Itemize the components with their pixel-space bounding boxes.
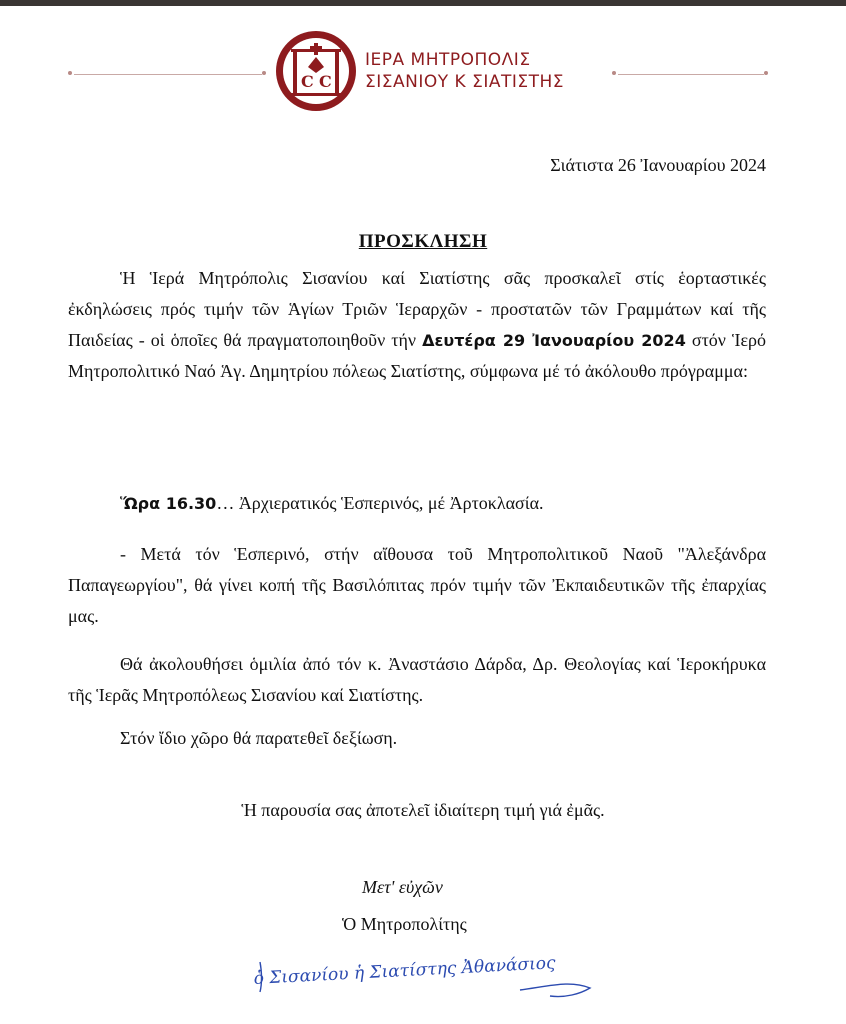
wishes-line: Μετ' εὐχῶν: [362, 877, 443, 897]
program-description: … Ἀρχιερατικός Ἑσπερινός, μέ Ἀρτοκλασία.: [216, 493, 544, 513]
signatory-title: Ὁ Μητροπολίτης: [342, 914, 467, 934]
top-border: [0, 0, 846, 6]
letterhead: [0, 24, 846, 124]
event-date: Δευτέρα 29 Ἰανουαρίου 2024: [422, 331, 686, 350]
svg-text:C: C: [301, 72, 314, 91]
organization-name-line2: ΣΙΣΑΝΙΟΥ Κ ΣΙΑΤΙΣΤΗΣ: [365, 72, 565, 92]
vasilopita-paragraph: - Μετά τόν Ἑσπερινό, στήν αἴθουσα τοῦ Μητροπολιτικοῦ Ναοῦ "Ἀλεξάνδρα Παπαγεωργίου", θά γίνει κοπή τῆς Βασιλόπιτας πρόν τιμήν τῶν Ἐκπαιδευτικῶν τῆς ἐπαρχίας μας.: [68, 544, 766, 626]
metropolis-emblem: [274, 29, 358, 113]
closing-line: Ἡ παρουσία σας ἀποτελεῖ ἰδιαίτερη τιμή γιά ἐμᾶς.: [241, 800, 605, 820]
intro-text-end: στόν Ἱερό Μητροπολιτικό Ναό Ἁγ. Δημητρίου πόλεως Σιατίστης, σύμφωνα μέ τό ἀκόλουθο πρόγραμμα:: [68, 330, 766, 381]
left-ornament: [68, 74, 268, 76]
svg-text:C: C: [319, 72, 332, 91]
intro-paragraph: [68, 263, 766, 387]
document-title: ΠΡΟΣΚΛΗΣΗ: [358, 231, 488, 252]
handwritten-signature: [250, 950, 600, 1010]
reception-line: Στόν ἴδιο χῶρο θά παρατεθεῖ δεξίωση.: [120, 728, 398, 748]
svg-text:ὁ Σισανίου ἡ Σιατίστης Ἀθανάσι: ὁ Σισανίου ἡ Σιατίστης Ἀθανάσιος: [253, 953, 557, 989]
intro-text-start: Ἡ Ἱερά Μητρόπολις Σισανίου καί Σιατίστης σᾶς προσκαλεῖ στίς ἑορταστικές ἐκδηλώσεις πρός τιμήν τῶν Ἁγίων Τριῶν Ἱεραρχῶν - προστατῶν τῶν Γραμμάτων καί τῆς Παιδείας - οἱ ὁποῖες θά πραγματοποιηθοῦν τήν: [68, 268, 766, 350]
organization-name-line1: ΙΕΡΑ ΜΗΤΡΟΠΟΛΙΣ: [365, 50, 531, 70]
speech-paragraph: Θά ἀκολουθήσει ὁμιλία ἀπό τόν κ. Ἀναστάσιο Δάρδα, Δρ. Θεολογίας καί Ἱεροκήρυκα τῆς Ἱερᾶς Μητροπόλεως Σισανίου καί Σιατίστης.: [68, 654, 766, 705]
letter-date: Σιάτιστα 26 Ἰανουαρίου 2024: [550, 155, 766, 175]
program-time: Ὥρα 16.30: [120, 494, 217, 513]
organization-name: [365, 49, 564, 93]
program-item-vespers: [120, 493, 544, 514]
right-ornament: [612, 74, 770, 76]
